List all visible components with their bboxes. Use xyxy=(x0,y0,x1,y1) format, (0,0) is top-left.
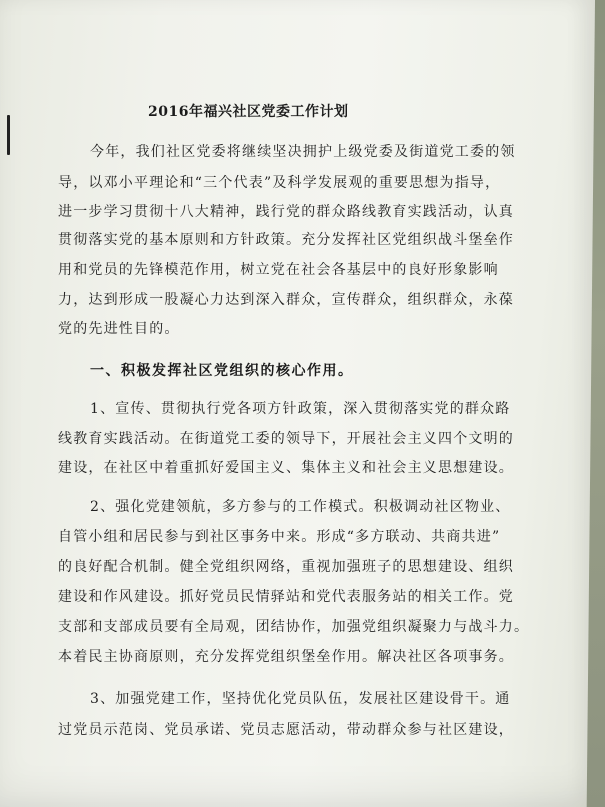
item3-line-2: 过党员示范岗、党员承诺、党员志愿活动，带动群众参与社区建设， xyxy=(58,722,514,738)
intro-line-3: 进一步学习贯彻十八大精神，践行党的群众路线教育实践活动，认真 xyxy=(58,204,514,220)
intro-line-6: 力，达到形成一股凝心力达到深入群众，宣传群众，组织群众，永葆 xyxy=(58,292,514,308)
item2-line-3: 的良好配合机制。健全党组织网络，重视加强班子的思想建设、组织 xyxy=(58,559,514,575)
document-title: 2016年福兴社区党委工作计划 xyxy=(148,104,349,120)
intro-line-5: 用和党员的先锋模范作用，树立党在社会各基层中的良好形象影响 xyxy=(58,262,499,278)
item2-line-5: 支部和支部成员要有全局观，团结协作，加强党组织凝聚力与战斗力。 xyxy=(58,619,530,635)
item2-line-4: 建设和作风建设。抓好党员民情驿站和党代表服务站的相关工作。党 xyxy=(58,589,514,605)
item2-line-1: 2、强化党建领航，多方参与的工作模式。积极调动社区物业、 xyxy=(90,499,511,515)
item1-line-3: 建设，在社区中着重抓好爱国主义、集体主义和社会主义思想建设。 xyxy=(58,460,514,476)
item3-line-1: 3、加强党建工作，坚持优化党员队伍，发展社区建设骨干。通 xyxy=(90,691,511,707)
intro-line-7: 党的先进性目的。 xyxy=(58,321,180,337)
intro-line-2: 导，以邓小平理论和“三个代表”及科学发展观的重要思想为指导， xyxy=(58,175,501,191)
item1-line-2: 线教育实践活动。在街道党工委的领导下，开展社会主义四个文明的 xyxy=(58,431,514,447)
item2-line-6: 本着民主协商原则，充分发挥党组织堡垒作用。解决社区各项事务。 xyxy=(58,649,514,665)
item1-line-1: 1、宣传、贯彻执行党各项方针政策，深入贯彻落实党的群众路 xyxy=(90,401,511,417)
intro-line-1: 今年，我们社区党委将继续坚决拥护上级党委及街道党工委的领 xyxy=(90,144,516,160)
section-heading: 一、积极发挥社区党组织的核心作用。 xyxy=(90,363,354,379)
binding-mark xyxy=(7,115,10,155)
intro-line-4: 贯彻落实党的基本原则和方针政策。充分发挥社区党组织战斗堡垒作 xyxy=(58,232,514,248)
item2-line-2: 自管小组和居民参与到社区事务中来。形成“多方联动、共商共进” xyxy=(58,529,501,545)
